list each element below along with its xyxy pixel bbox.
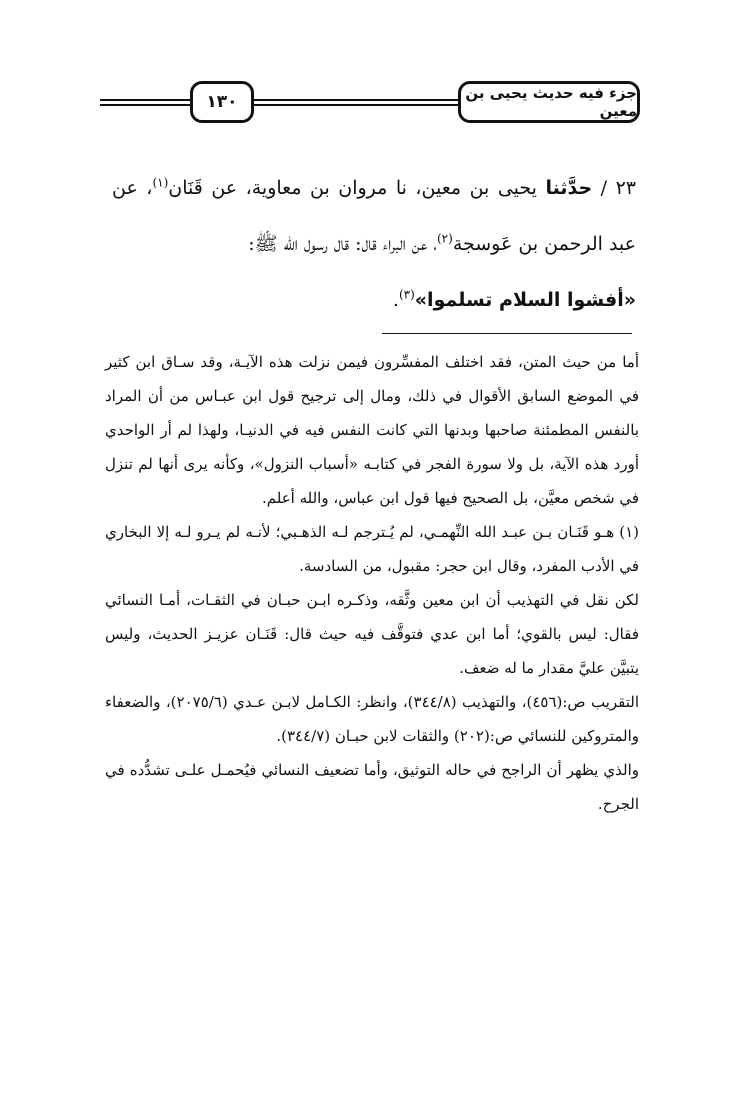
hadith-text <box>112 160 636 328</box>
footnote-1-b: لكن نقل في التهذيب أن ابن معين وثَّقه، وذكـره ابـن حبـان في الثقـات، أمـا النسائي فقال: ليس بالقوي؛ أما ابن عدي فتوقَّف فيه حيث قال: قَنَـان عزيـز الحديث، وليس يتبيَّن عليَّ مقدار ما له ضعف. <box>105 591 639 677</box>
footnote-continued: أما من حيث المتن، فقد اختلف المفسِّرون فيمن نزلت هذه الآيـة، وقد سـاق ابن كثير في الموضع السابق الأقوال في ذلك، ومال إلى ترجيح قول ابن عبـاس من أن المراد بالنفس المطمئنة صاحبها وبدنها التي كانت النفس فيه في الدنيـا، ولهذا لم أر الواحدي أورد هذه الآية، بل ولا سورة الفجر في كتابـه «أسباب النزول»، وكأنه يرى أنها لم تنزل في شخص معيَّن، بل الصحيح فيها قول ابن عباس، والله أعلم. <box>105 353 639 507</box>
hadith-quote: «أفشوا السلام تسلموا» <box>414 289 636 311</box>
footnote-ref-1: (١) <box>152 175 169 190</box>
hadith-text-1: يحيى بن معين، نا مروان بن معاوية، عن قَنَان <box>168 177 537 199</box>
footnote-ref-3: (٣) <box>398 287 415 302</box>
page-header <box>100 78 640 128</box>
hadith-text-2: ، عن عبد الرحمن بن عَوسجة <box>112 177 636 255</box>
hadith-number: ٢٣ / <box>600 177 636 199</box>
footnote-1-d: والذي يظهر أن الراجح في حاله التوثيق، وأما تضعيف النسائي فيُحمـل علـى تشدُّده في الجرح. <box>105 761 639 813</box>
hadith-opening: حدَّثنا <box>545 177 593 199</box>
footnote-separator <box>382 333 632 334</box>
footnote-1-c: التقريب ص:(٤٥٦)، والتهذيب (٣٤٤/٨)، وانظر: الكـامل لابـن عـدي (٢٠٧٥/٦)، والضعفاء والمتروكين للنسائي ص:(٢٠٢) والثقات لابن حبـان (٣٤٤/٧). <box>105 693 639 745</box>
page-number: ١٣٠ <box>190 81 254 123</box>
footnote-1-a: (١) هـو قَنَـان بـن عبـد الله النِّهمـي، لم يُـترجم لـه الذهـبي؛ لأنـه لم يـرو لـه إلا البخاري في الأدب المفرد، وقال ابن حجر: مقبول، من السادسة. <box>105 523 639 575</box>
footnotes <box>105 345 639 821</box>
hadith-text-3: ، عن البراء قال: قال رسول الله ﷺ: <box>248 233 437 255</box>
footnote-ref-2: (٢) <box>436 231 453 246</box>
book-title: جزء فيه حديث يحيى بن معين <box>458 81 640 123</box>
hadith-end: . <box>392 289 399 311</box>
